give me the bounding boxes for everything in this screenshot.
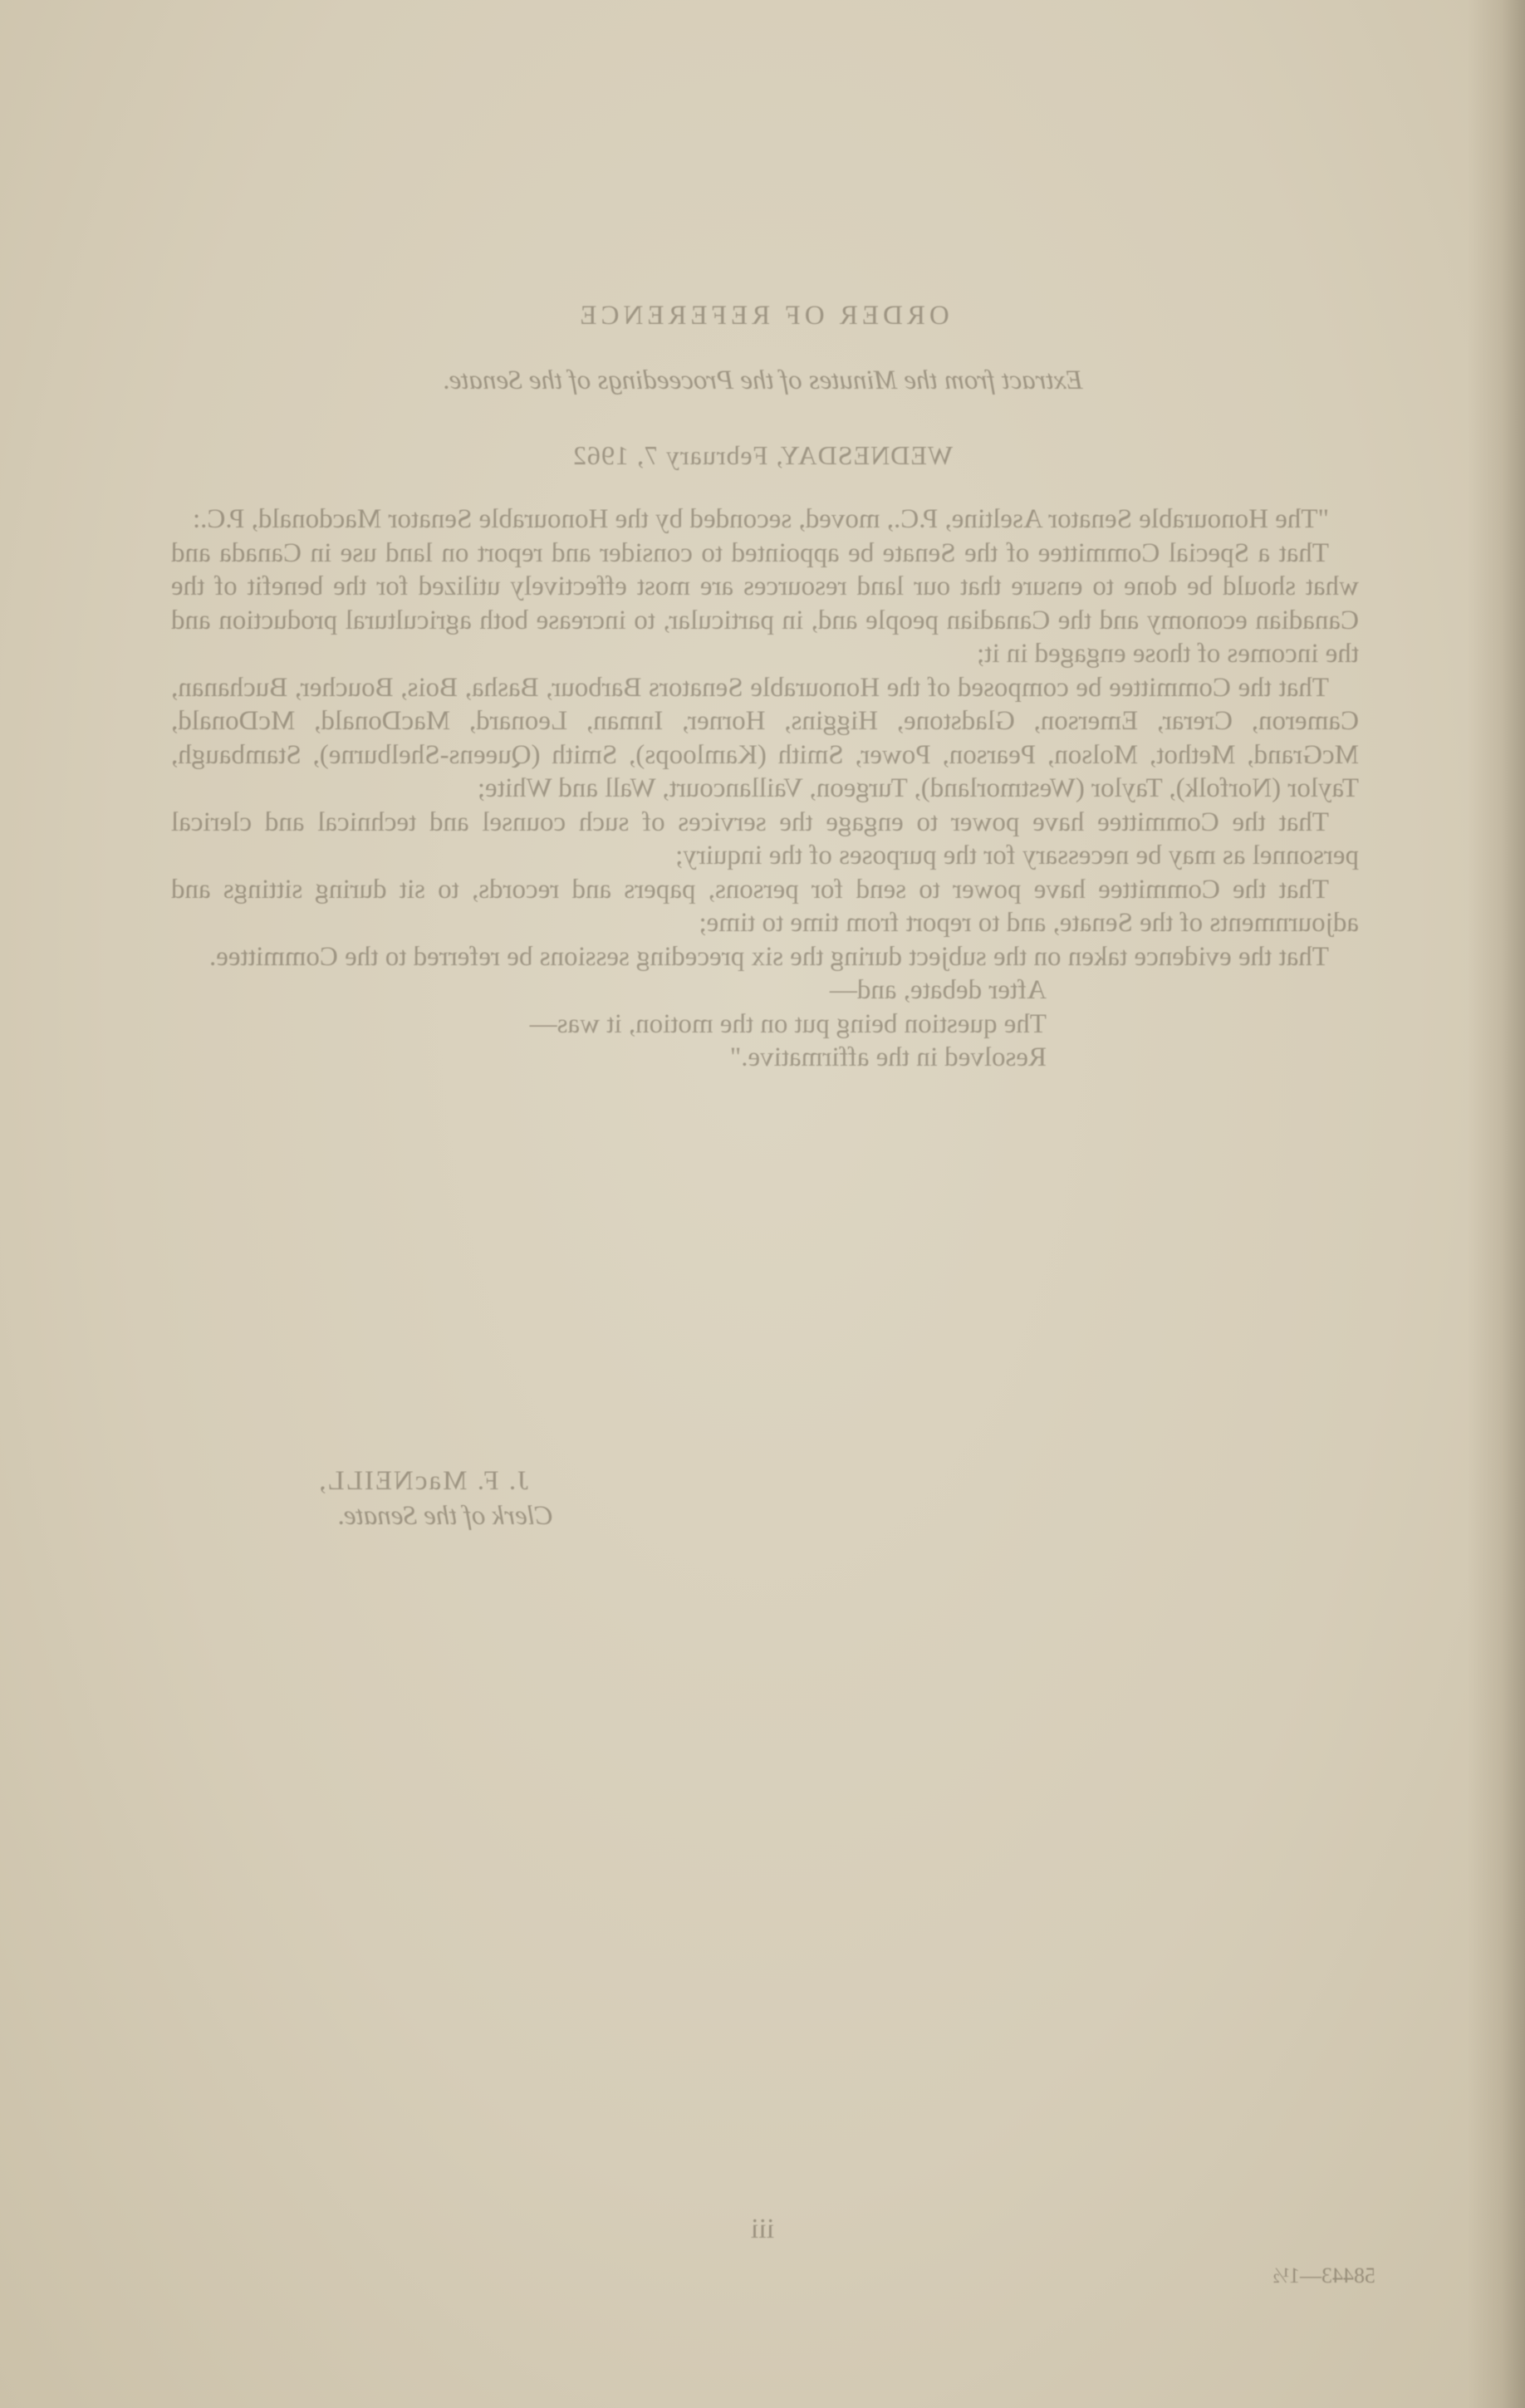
- paragraph: That the Committee have power to engage the services of such counsel and technical and clerical personnel as may be necessary for the purposes of the inquiry;: [171, 807, 1359, 871]
- paragraph: That the Committee have power to send for persons, papers and records, to sit during sittings and adjournments of the Senate, and to report from time to time;: [171, 874, 1359, 938]
- date-line: WEDNESDAY, February 7, 1962: [571, 440, 954, 470]
- paragraph: Resolved in the affirmative.": [729, 1042, 1047, 1072]
- paragraph: That a Special Committee of the Senate be appointed to consider and report on land use in Canada and what should be done to ensure that our land resources are most effectively utilized for the benefit of the Canadian economy and the Canadian people and, in particular, to increase both agricultural production and the incomes of those engaged in it;: [171, 537, 1359, 669]
- paragraph: That the Committee be composed of the Honourable Senators Barbour, Basha, Bois, Boucher, Buchanan, Cameron, Crerar, Emerson, Gladstone, Higgins, Horner, Inman, Leonard, MacDonald, McDonald, McGrand, Methot, Molson, Pearson, Power, Smith (Kamloops), Smith (Queens-Shelburne), Stambaugh, Taylor (Norfolk), Taylor (Westmorland), Turgeon, Vaillancourt, Wall and White;: [171, 672, 1359, 803]
- signature-name: J. F. MacNEILL,: [317, 1466, 528, 1496]
- paragraph: That the evidence taken on the subject during the six preceding sessions be referred to the Committee.: [209, 941, 1329, 972]
- printer-mark: 58443—1½: [1272, 2263, 1375, 2288]
- page-number: iii: [750, 2214, 775, 2244]
- paragraph: After debate, and—: [829, 975, 1047, 1005]
- heading: ORDER OF REFERENCE: [576, 301, 949, 331]
- paragraph: The question being put on the motion, it was—: [529, 1008, 1047, 1039]
- signature-role: Clerk of the Senate.: [336, 1501, 553, 1531]
- body-text: [171, 503, 1359, 1075]
- paragraph: "The Honourable Senator Aseltine, P.C., moved, seconded by the Honourable Senator Macdonald, P.C.:: [192, 504, 1329, 534]
- extract-line: Extract from the Minutes of the Proceedings of the Senate.: [442, 365, 1083, 395]
